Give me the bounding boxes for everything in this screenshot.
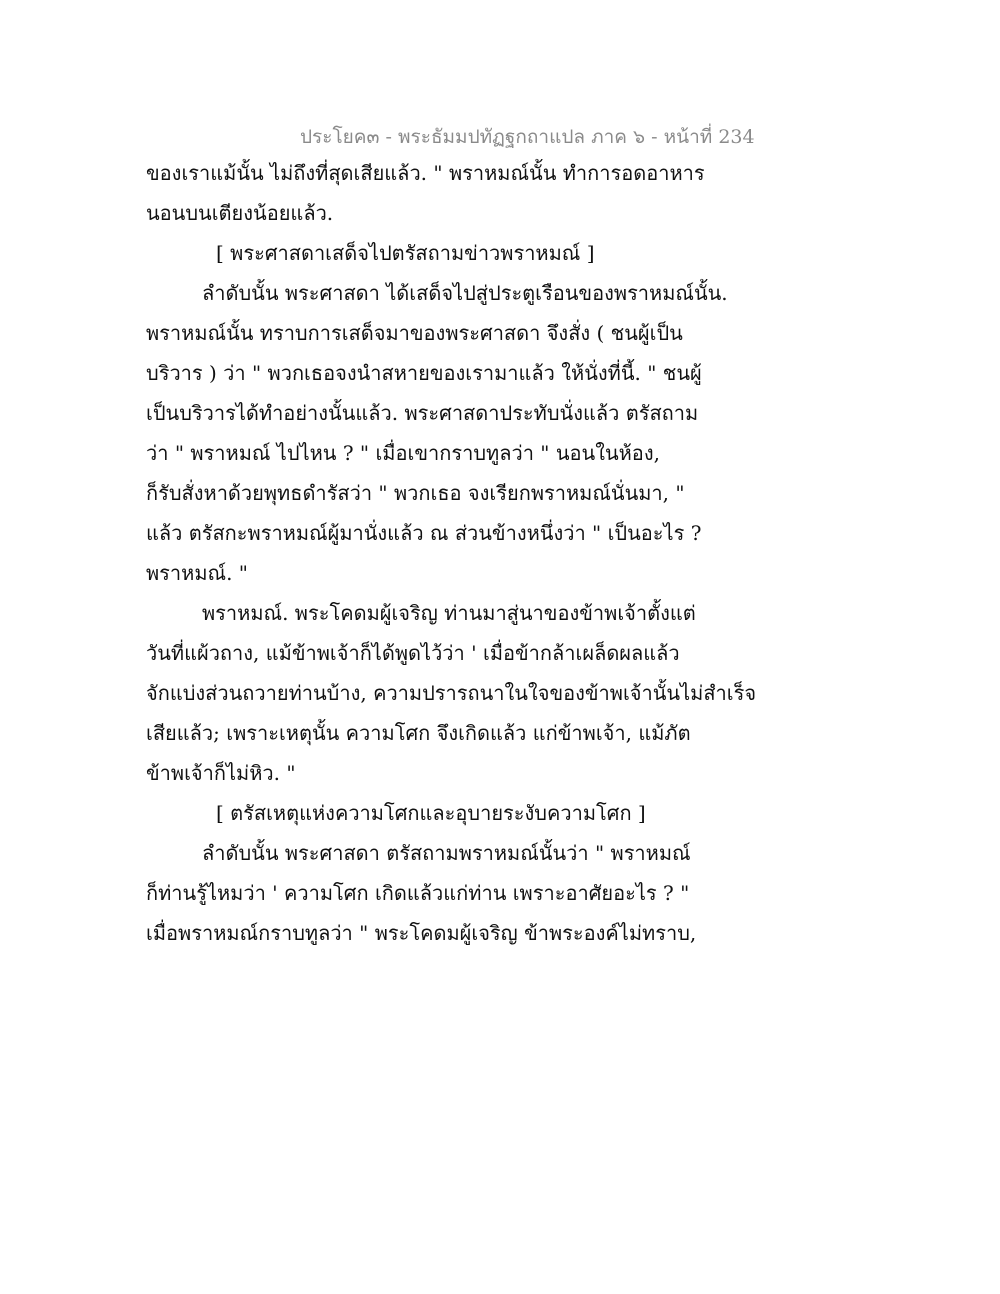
text-line: พราหมณ์. " bbox=[146, 561, 248, 585]
text-line: พราหมณ์. พระโคดมผู้เจริญ ท่านมาสู่นาของข้าพเจ้าตั้งแต่ bbox=[202, 601, 696, 625]
text-line: ว่า " พราหมณ์ ไปไหน ? " เมื่อเขากราบทูลว่า " นอนในห้อง, bbox=[146, 441, 660, 465]
text-line: แล้ว ตรัสกะพราหมณ์ผู้มานั่งแล้ว ณ ส่วนข้างหนึ่งว่า " เป็นอะไร ? bbox=[146, 521, 702, 545]
text-line: ลำดับนั้น พระศาสดา ตรัสถามพราหมณ์นั้นว่า " พราหมณ์ bbox=[202, 841, 691, 865]
text-line: เป็นบริวารได้ทำอย่างนั้นแล้ว. พระศาสดาประทับนั่งแล้ว ตรัสถาม bbox=[146, 401, 699, 425]
section-heading: [ ตรัสเหตุแห่งความโศกและอุบายระงับความโศก ] bbox=[216, 801, 646, 825]
text-line: นอนบนเตียงน้อยแล้ว. bbox=[146, 201, 334, 225]
text-line: ของเราแม้นั้น ไม่ถึงที่สุดเสียแล้ว. " พราหมณ์นั้น ทำการอดอาหาร bbox=[146, 161, 705, 185]
text-line: จักแบ่งส่วนถวายท่านบ้าง, ความปรารถนาในใจของข้าพเจ้านั้นไม่สำเร็จ bbox=[146, 681, 757, 705]
text-line: วันที่แผ้วถาง, แม้ข้าพเจ้าก็ได้พูดไว้ว่า ' เมื่อข้ากล้าเผล็ดผลแล้ว bbox=[146, 641, 680, 665]
section-heading: [ พระศาสดาเสด็จไปตรัสถามข่าวพราหมณ์ ] bbox=[216, 241, 595, 265]
text-line: ก็รับสั่งหาด้วยพุทธดำรัสว่า " พวกเธอ จงเรียกพราหมณ์นั่นมา, " bbox=[146, 481, 685, 505]
text-line: ลำดับนั้น พระศาสดา ได้เสด็จไปสู่ประตูเรือนของพราหมณ์นั้น. bbox=[202, 281, 728, 305]
text-line: ก็ท่านรู้ไหมว่า ' ความโศก เกิดแล้วแก่ท่าน เพราะอาศัยอะไร ? " bbox=[146, 881, 690, 905]
text-line: บริวาร ) ว่า " พวกเธอจงนำสหายของเรามาแล้ว ให้นั่งที่นี้. " ชนผู้ bbox=[146, 361, 702, 385]
text-line: ข้าพเจ้าก็ไม่หิว. " bbox=[146, 761, 296, 785]
text-line: เสียแล้ว; เพราะเหตุนั้น ความโศก จึงเกิดแล้ว แก่ข้าพเจ้า, แม้ภัต bbox=[146, 721, 691, 745]
text-line: เมื่อพราหมณ์กราบทูลว่า " พระโคดมผู้เจริญ ข้าพระองค์ไม่ทราบ, bbox=[146, 921, 697, 945]
text-line: พราหมณ์นั้น ทราบการเสด็จมาของพระศาสดา จึงสั่ง ( ชนผู้เป็น bbox=[146, 321, 683, 345]
page-header: ประโยค๓ - พระธัมมปทัฏฐกถาแปล ภาค ๖ - หน้าที่ 234 bbox=[300, 126, 755, 148]
